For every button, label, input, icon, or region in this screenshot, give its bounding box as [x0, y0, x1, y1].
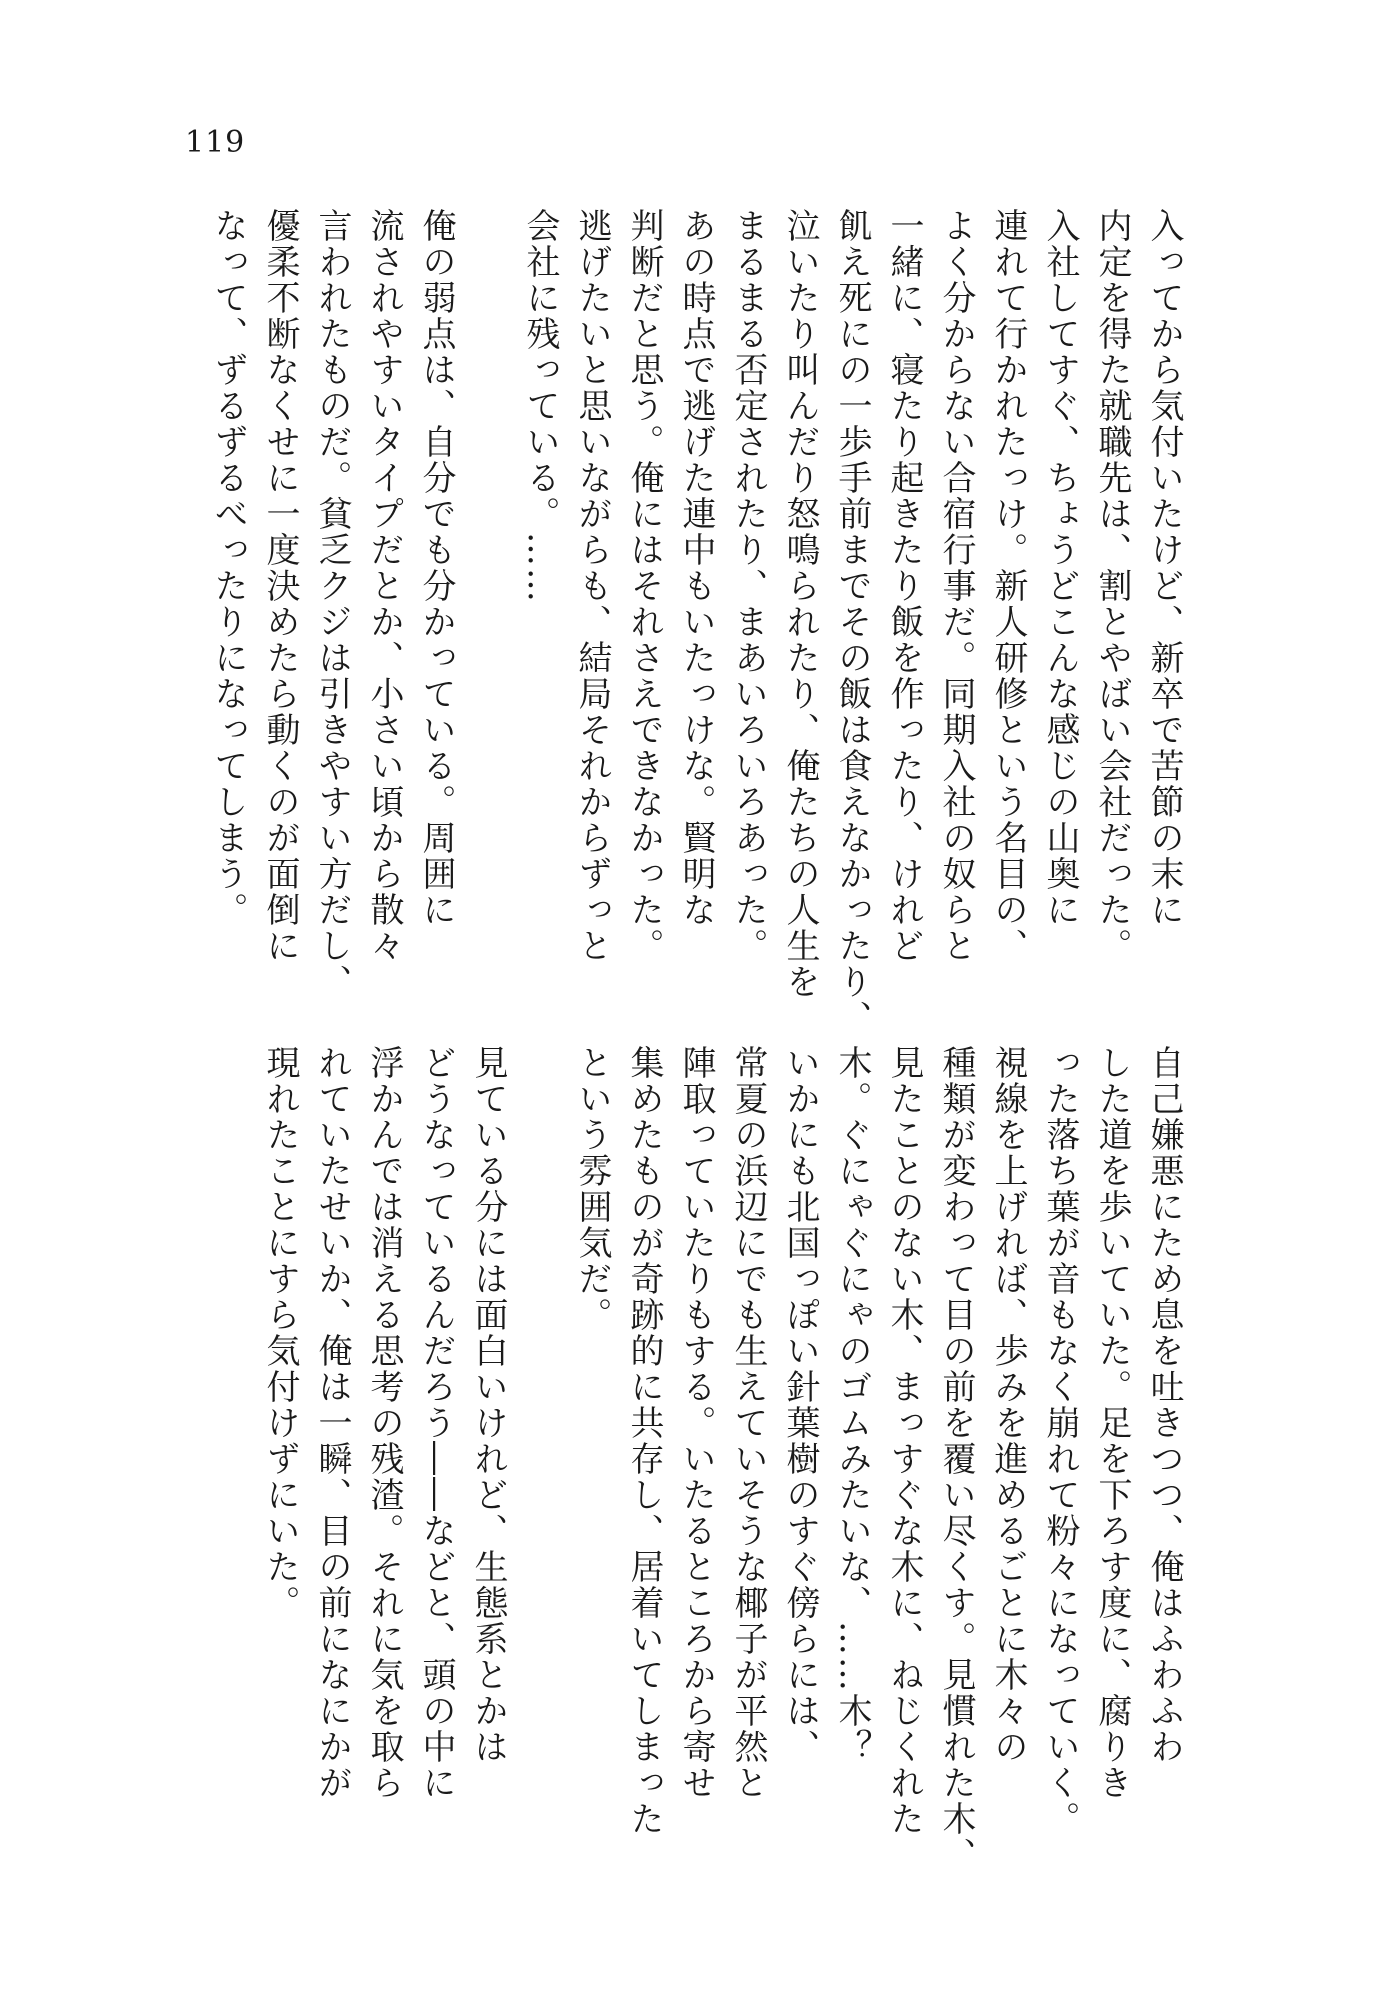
text-line: 浮かんでは消える思考の残渣。それに気を取ら: [364, 1045, 404, 1801]
text-line: 見たことのない木、まっすぐな木に、ねじくれた: [884, 1045, 924, 1837]
text-line: 現れたことにすら気付けずにいた。: [260, 1045, 300, 1621]
text-line: 集めたものが奇跡的に共存し、居着いてしまった: [624, 1045, 664, 1837]
text-line: れていたせいか、俺は一瞬、目の前になにかが: [312, 1045, 352, 1801]
blank-line: [514, 1045, 566, 1765]
text-line: 内定を得た就職先は、割とやばい会社だった。: [1092, 208, 1132, 964]
text-line: 連れて行かれたっけ。新人研修という名目の、: [988, 208, 1028, 964]
text-line: まるまる否定されたり、まあいろいろあった。: [728, 208, 768, 964]
text-line: という雰囲気だ。: [572, 1045, 612, 1333]
text-line: 言われたものだ。貧乏クジは引きやすい方だし、: [312, 208, 352, 1000]
text-line: よく分からない合宿行事だ。同期入社の奴らと: [936, 208, 976, 964]
text-line: 判断だと思う。俺にはそれさえできなかった。: [624, 208, 664, 964]
text-line: 入社してすぐ、ちょうどこんな感じの山奥に: [1040, 208, 1080, 928]
text-line: あの時点で逃げた連中もいたっけな。賢明な: [676, 208, 716, 928]
text-line: 飢え死にの一歩手前までその飯は食えなかったり、: [832, 208, 872, 1036]
text-line: 泣いたり叫んだり怒鳴られたり、俺たちの人生を: [780, 208, 820, 1000]
text-line: 俺の弱点は、自分でも分かっている。周囲に: [416, 208, 456, 928]
text-line: 視線を上げれば、歩みを進めるごとに木々の: [988, 1045, 1028, 1765]
text-line: 流されやすいタイプだとか、小さい頃から散々: [364, 208, 404, 964]
text-line: 一緒に、寝たり起きたり飯を作ったり、けれど: [884, 208, 924, 964]
text-line: した道を歩いていた。足を下ろす度に、腐りき: [1092, 1045, 1132, 1801]
bottom-text-block: [254, 1045, 1190, 1873]
text-line: った落ち葉が音もなく崩れて粉々になっていく。: [1040, 1045, 1080, 1837]
text-line: 常夏の浜辺にでも生えていそうな椰子が平然と: [728, 1045, 768, 1801]
text-line: なって、ずるずるべったりになってしまう。: [208, 208, 248, 928]
text-line: 陣取っていたりもする。いたるところから寄せ: [676, 1045, 716, 1801]
text-line: 入ってから気付いたけど、新卒で苦節の末に: [1144, 208, 1184, 928]
text-line: 自己嫌悪にため息を吐きつつ、俺はふわふわ: [1144, 1045, 1184, 1765]
text-line: 木。ぐにゃぐにゃのゴムみたいな、……木？: [832, 1045, 872, 1765]
text-line: 逃げたいと思いながらも、結局それからずっと: [572, 208, 612, 964]
page-number: 119: [185, 125, 246, 160]
text-line: 種類が変わって目の前を覆い尽くす。見慣れた木、: [936, 1045, 976, 1873]
top-text-block: [202, 208, 1190, 1036]
blank-line: [462, 208, 514, 928]
text-line: 会社に残っている。……: [520, 208, 560, 604]
text-line: 優柔不断なくせに一度決めたら動くのが面倒に: [260, 208, 300, 964]
text-line: いかにも北国っぽい針葉樹のすぐ傍らには、: [780, 1045, 820, 1765]
text-line: どうなっているんだろう――などと、頭の中に: [416, 1045, 456, 1801]
text-line: 見ている分には面白いけれど、生態系とかは: [468, 1045, 508, 1765]
